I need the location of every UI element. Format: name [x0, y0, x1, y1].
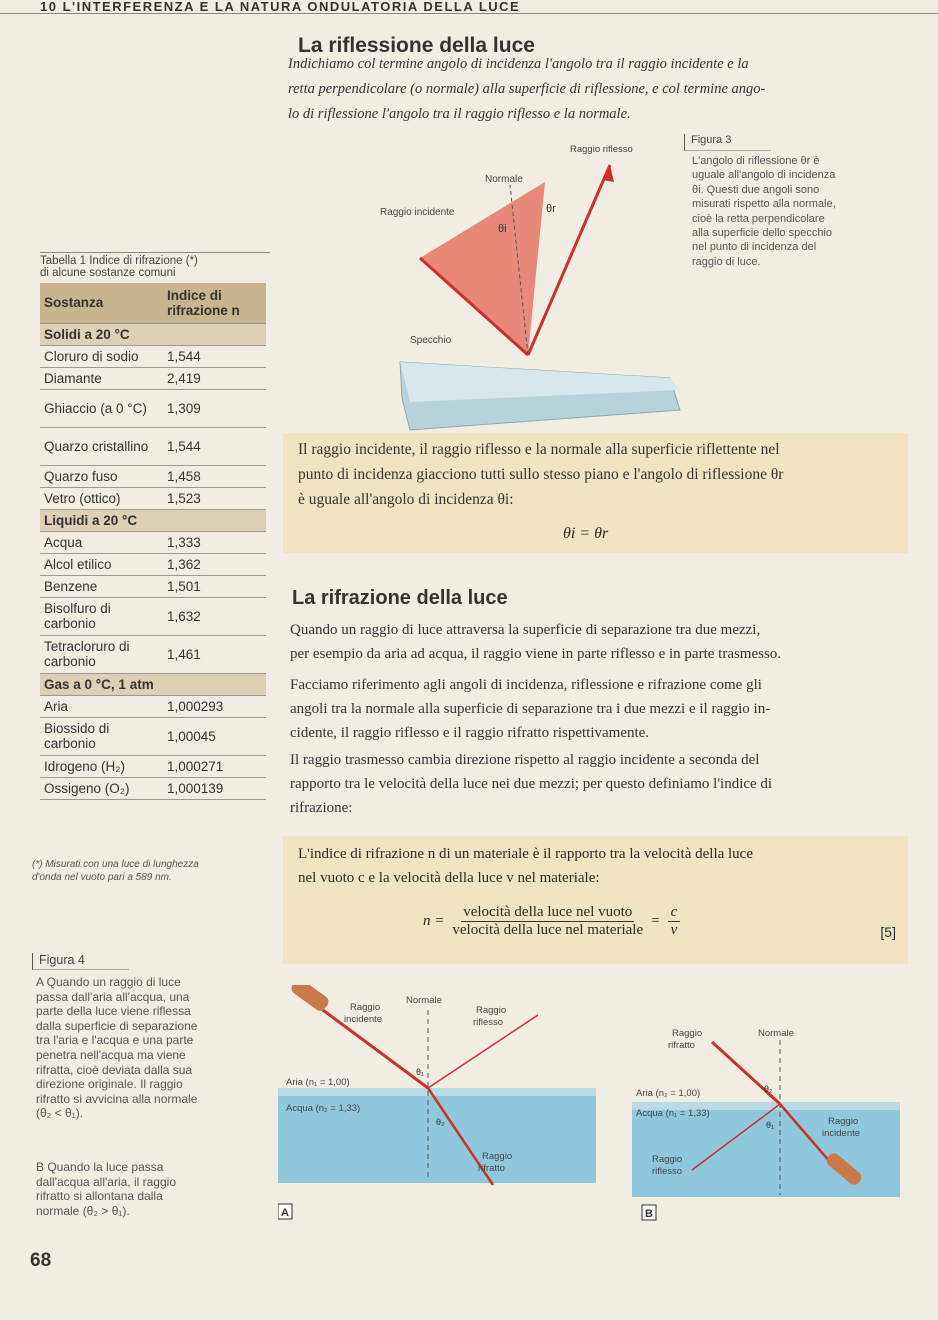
table-cell-index: 1,000139: [163, 777, 266, 799]
caption-line: normale (θ₂ > θ₁).: [36, 1203, 130, 1218]
table-cell-index: 1,461: [163, 635, 266, 673]
label-theta-i: θi: [498, 223, 507, 235]
table-cell-substance: Idrogeno (H₂): [40, 755, 163, 777]
table-section: Gas a 0 °C, 1 atm: [40, 673, 266, 695]
figure-4-caption-a: [36, 975, 256, 1121]
table-cell-substance: Quarzo fuso: [40, 465, 163, 487]
reflection-rule-box: [283, 433, 908, 553]
label-incident: incidente: [822, 1128, 861, 1139]
label-incident: Raggio: [350, 1002, 381, 1013]
label-reflected: Raggio: [652, 1154, 683, 1165]
table-cell-index: 1,000293: [163, 695, 266, 717]
tag-b: B: [645, 1208, 653, 1220]
caption-line: alla superficie dello specchio: [692, 227, 833, 240]
eq-number: [5]: [880, 924, 896, 940]
eq-c: c: [668, 904, 681, 922]
table-section: Liquidi a 20 °C: [40, 509, 266, 531]
table-cell-substance: Ossigeno (O₂): [40, 777, 163, 799]
col-header-index: Indice di rifrazione n: [163, 283, 266, 323]
label-refracted: rifratto: [668, 1040, 695, 1051]
label-water: Acqua (n₁ = 1,33): [636, 1108, 710, 1119]
caption-line: nel punto di incidenza del: [692, 241, 817, 254]
caption-line: passa dall'aria all'acqua, una: [36, 989, 190, 1004]
caption-line: tra l'aria e l'acqua e una parte: [36, 1033, 194, 1048]
text-line: rifrazione:: [290, 800, 353, 816]
text-line: Quando un raggio di luce attraversa la superficie di separazione tra due mezzi,: [290, 622, 761, 638]
caption-line: misurati rispetto alla normale,: [692, 198, 836, 211]
label-reflected: riflesso: [473, 1017, 504, 1028]
table-title: Tabella 1 Indice di rifrazione (*): [40, 252, 270, 267]
table-cell-index: 1,309: [163, 389, 266, 427]
table-1: [40, 252, 270, 800]
caption-line: penetra nell'acqua ma viene: [36, 1047, 186, 1062]
text-line: Il raggio trasmesso cambia direzione rispetto al raggio incidente a seconda del: [290, 752, 760, 768]
tag-a: A: [281, 1207, 289, 1219]
table-cell-substance: Biossido di carbonio: [40, 717, 163, 755]
label-normal: Normale: [758, 1028, 794, 1039]
caption-line: θi. Questi due angoli sono: [692, 183, 820, 196]
footnote-line: (*) Misurati con una luce di lunghezza: [32, 859, 199, 870]
rule-line: punto di incidenza giacciono tutti sullo stesso piano e l'angolo di riflessione θr: [298, 466, 784, 483]
label-reflected: riflesso: [652, 1166, 683, 1177]
caption-line: direzione originale. Il raggio: [36, 1077, 183, 1092]
refraction-p1: [290, 618, 908, 666]
table-cell-index: 1,544: [163, 427, 266, 465]
caption-line: dall'acqua all'aria, il raggio: [36, 1174, 176, 1189]
definition-box: [283, 836, 908, 964]
refracted-ray: [712, 1042, 780, 1104]
table-section: Solidi a 20 °C: [40, 323, 266, 345]
label-incident-ray: Raggio incidente: [380, 207, 455, 218]
eq-lhs: n =: [423, 913, 445, 929]
table-cell-index: 2,419: [163, 367, 266, 389]
label-reflected-ray: Raggio riflesso: [570, 144, 633, 155]
label-air: Aria (n₂ = 1,00): [636, 1088, 701, 1099]
reflection-intro-line: lo di riflessione l'angolo tra il raggio riflesso e la normale.: [288, 106, 631, 122]
eq-numerator: velocità della luce nel vuoto: [463, 904, 633, 920]
table-cell-substance: Acqua: [40, 531, 163, 553]
label-mirror: Specchio: [410, 335, 452, 346]
rule-line: Il raggio incidente, il raggio riflesso e la normale alla superficie riflettente nel: [298, 441, 780, 458]
reflection-intro-line: retta perpendicolare (o normale) alla superficie di riflessione, e col termine ango-: [288, 81, 766, 97]
label-theta-1: θ₁: [766, 1120, 775, 1130]
table-cell-substance: Benzene: [40, 575, 163, 597]
page-number: 68: [30, 1250, 52, 1271]
reflection-intro-line: Indichiamo col termine angolo di incidenza l'angolo tra il raggio incidente e la: [288, 56, 749, 72]
label-incident: Raggio: [828, 1116, 859, 1127]
caption-line: raggio di luce.: [692, 255, 761, 268]
label-theta-2: θ₂: [764, 1084, 773, 1094]
label-air: Aria (n₁ = 1,00): [286, 1077, 350, 1088]
rule-line: è uguale all'angolo di incidenza θi:: [298, 491, 514, 508]
eq-denominator: velocità della luce nel materiale: [452, 922, 644, 938]
caption-line: (θ₂ < θ₁).: [36, 1106, 84, 1121]
caption-line: rifratto si allontana dalla: [36, 1189, 163, 1204]
running-header: 10 L'INTERFERENZA E LA NATURA ONDULATORIA DELLA LUCE: [0, 0, 938, 14]
figure-4-label: Figura 4: [32, 953, 129, 970]
label-theta-2: θ₂: [436, 1117, 445, 1127]
index-equation: [423, 904, 680, 939]
table-cell-index: 1,333: [163, 531, 266, 553]
figure-3-diagram: [380, 140, 690, 445]
table-cell-substance: Alcol etilico: [40, 553, 163, 575]
reflection-equation: θi = θr: [563, 525, 609, 542]
label-normal: Normale: [406, 995, 442, 1006]
caption-line: rifratta, cioè deviata dalla sua: [36, 1062, 193, 1077]
flashlight-icon: [289, 985, 331, 1013]
reflection-title: La riflessione della luce: [298, 34, 535, 57]
text-line: Facciamo riferimento agli angoli di incidenza, riflessione e rifrazione come gli: [290, 677, 762, 693]
table-footnote: [32, 858, 282, 884]
text-line: cidente, il raggio riflesso e il raggio rifratto rispettivamente.: [290, 725, 650, 741]
col-header-substance: Sostanza: [40, 283, 163, 323]
caption-line: parte della luce viene riflessa: [36, 1004, 191, 1019]
table-cell-substance: Vetro (ottico): [40, 487, 163, 509]
table-cell-index: 1,544: [163, 345, 266, 367]
water-surface: [278, 1088, 596, 1096]
table-cell-substance: Quarzo cristallino: [40, 427, 163, 465]
text-line: per esempio da aria ad acqua, il raggio viene in parte riflesso e in parte trasmesso.: [290, 646, 782, 662]
figure-3-label: Figura 3: [684, 134, 771, 151]
table-cell-substance: Bisolfuro di carbonio: [40, 597, 163, 635]
label-theta-1: θ₁: [416, 1067, 425, 1077]
table-subtitle: di alcune sostanze comuni: [40, 267, 176, 279]
table-cell-index: 1,458: [163, 465, 266, 487]
table-cell-index: 1,501: [163, 575, 266, 597]
label-refracted: Raggio: [482, 1151, 513, 1162]
table-cell-index: 1,362: [163, 553, 266, 575]
text-line: angoli tra la normale alla superficie di separazione tra i due mezzi e il raggio in-: [290, 701, 771, 717]
figure-4a-diagram: [278, 985, 596, 1220]
caption-line: uguale all'angolo di incidenza: [692, 169, 836, 182]
table-cell-substance: Ghiaccio (a 0 °C): [40, 389, 163, 427]
reflection-intro: [288, 52, 908, 127]
definition-line: L'indice di rifrazione n di un materiale è il rapporto tra la velocità della luce: [298, 846, 754, 862]
table-cell-index: 1,632: [163, 597, 266, 635]
definition-text: [298, 842, 903, 890]
label-reflected: Raggio: [476, 1005, 507, 1016]
caption-line: A Quando un raggio di luce: [36, 975, 181, 989]
table-cell-index: 1,000271: [163, 755, 266, 777]
table-cell-substance: Aria: [40, 695, 163, 717]
label-theta-r: θr: [546, 203, 556, 215]
caption-line: dalla superficie di separazione: [36, 1018, 198, 1033]
eq-fraction: [452, 904, 643, 939]
caption-line: L'angolo di riflessione θr è: [692, 155, 820, 167]
footnote-line: d'onda nel vuoto pari a 589 nm.: [32, 872, 172, 883]
table-cell-substance: Cloruro di sodio: [40, 345, 163, 367]
label-water: Acqua (n₂ = 1,33): [286, 1103, 361, 1114]
label-refracted: Raggio: [672, 1028, 703, 1039]
refraction-p2: [290, 673, 908, 745]
definition-line: nel vuoto c e la velocità della luce v nel materiale:: [298, 870, 600, 886]
figure-4b-diagram: [632, 1020, 900, 1222]
refraction-title: La rifrazione della luce: [292, 587, 508, 609]
refraction-p3: [290, 748, 908, 820]
caption-line: rifratto si avvicina alla normale: [36, 1091, 198, 1106]
label-normal: Normale: [485, 174, 523, 185]
text-line: rapporto tra le velocità della luce nei due mezzi; per questo definiamo l'indice di: [290, 776, 773, 792]
table-cell-index: 1,523: [163, 487, 266, 509]
figure-4-caption-b: [36, 1160, 256, 1218]
table-cell-index: 1,00045: [163, 717, 266, 755]
eq-equals: =: [651, 913, 660, 929]
eq-fraction-cv: [668, 904, 681, 939]
index-table: [40, 283, 266, 800]
table-cell-substance: Tetracloruro di carbonio: [40, 635, 163, 673]
table-cell-substance: Diamante: [40, 367, 163, 389]
figure-3-caption: [692, 154, 892, 269]
label-refracted: rifratto: [478, 1163, 505, 1174]
label-incident: incidente: [344, 1014, 383, 1025]
caption-line: B Quando la luce passa: [36, 1160, 164, 1174]
caption-line: cioè la retta perpendicolare: [692, 212, 825, 225]
eq-v: v: [670, 922, 678, 938]
